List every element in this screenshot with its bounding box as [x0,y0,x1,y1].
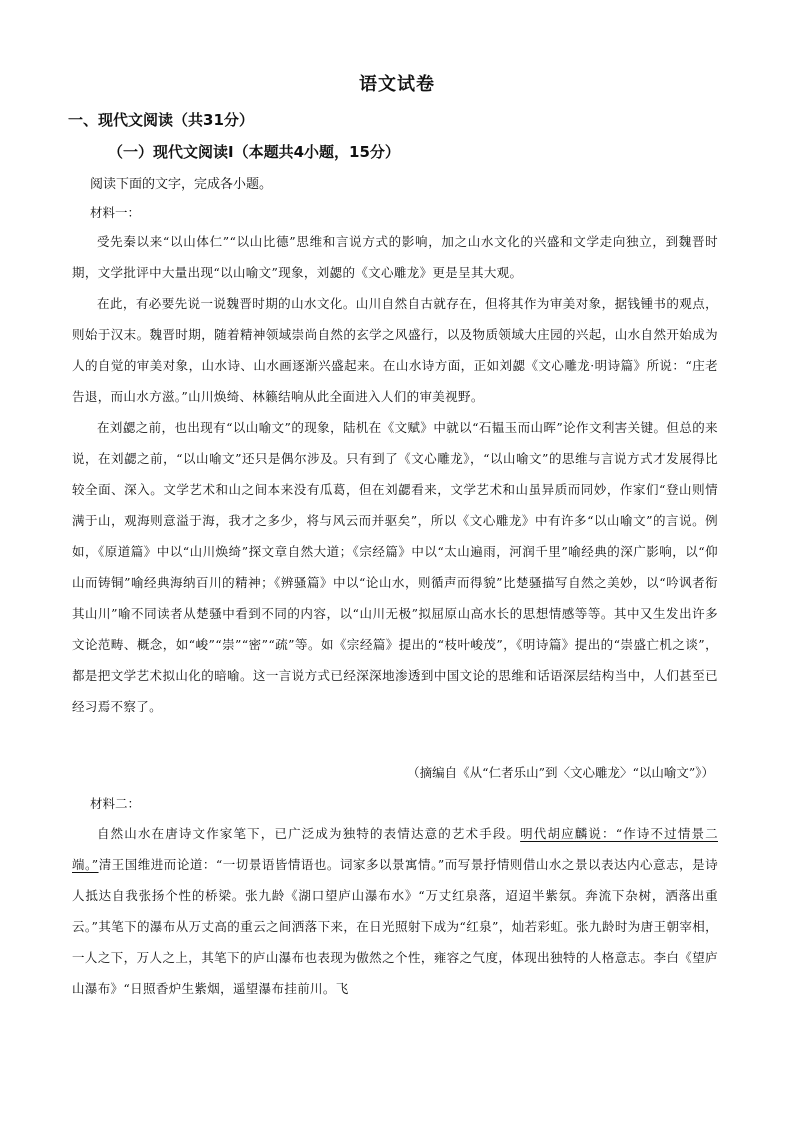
material-one-paragraph-1: 受先秦以来“以山体仁”“以山比德”思维和言说方式的影响，加之山水文化的兴盛和文学走向独立，到魏晋时期，文学批评中大量出现“以山喻文”现象，刘勰的《文心雕龙》更是呈其大观。 [72,234,718,280]
section-heading: 一、现代文阅读（共31分） [68,111,254,129]
underlined-quote: 明代胡应麟说：“作诗不过情景二端。” [72,826,718,872]
material-one-source: （摘编自《从“仁者乐山”到〈文心雕龙〉“以山喻文”》） [407,765,714,780]
material-one-paragraph-3: 在刘勰之前，也出现有“以山喻文”的现象，陆机在《文赋》中就以“石韫玉而山晖”论作文利害关键。但总的来说，在刘勰之前，“以山喻文”还只是偶尔涉及。只有到了《文心雕龙》，“以山喻文”的思维与言说方式才发展得比较全面、深入。文学艺术和山之间本来没有瓜葛，但在刘勰看来，文学艺术和山虽异质而同妙，作家们“登山则情满于山，观海则意溢于海，我才之多少，将与风云而并驱矣”，所以《文心雕龙》中有许多“以山喻文”的言说。例如，《原道篇》中以“山川焕绮”探文章自然大道；《宗经篇》中以“太山遍雨，河润千里”喻经典的深广影响，以“仰山而铸铜”喻经典海纳百川的精神；《辨骚篇》中以“论山水，则循声而得貌”比楚骚描写自然之美妙，以“吟讽者衔其山川”喻不同读者从楚骚中看到不同的内容，以“山川无极”拟屈原山高水长的思想情感等等。其中又生发出许多文论范畴、概念，如“峻”“崇”“密”“疏”等。如《宗经篇》提出的“枝叶峻茂”，《明诗篇》提出的“崇盛亡机之谈”，都是把文学艺术拟山化的暗喻。这一言说方式已经深深地渗透到中国文论的思维和话语深层结构当中，人们甚至已经习焉不察了。 [72,420,718,714]
material-two-label: 材料二： [90,796,141,811]
material-two-paragraph [72,818,718,1004]
instruction-text: 阅读下面的文字，完成各小题。 [90,177,273,192]
material-one-paragraph-2: 在此，有必要先说一说魏晋时期的山水文化。山川自然自古就存在，但将其作为审美对象，据钱锺书的观点，则始于汉末。魏晋时期，随着精神领域崇尚自然的玄学之风盛行，以及物质领域大庄园的兴起，山水自然开始成为人的自觉的审美对象，山水诗、山水画逐渐兴盛起来。在山水诗方面，正如刘勰《文心雕龙·明诗篇》所说：“庄老告退，而山水方滋。”山川焕绮、林籁结响从此全面进入人们的审美视野。 [72,296,718,404]
page-title: 语文试卷 [359,74,435,95]
material-two-text-rest: 清王国维进而论道：“一切景语皆情语也。词家多以景寓情。”而写景抒情则借山水之景以表达内心意志，是诗人抵达自我张扬个性的桥梁。张九龄《湖口望庐山瀑布水》“万丈红泉落，迢迢半紫氛。奔流下杂树，洒落出重云。”其笔下的瀑布从万丈高的重云之间洒落下来，在日光照射下成为“红泉”，灿若彩虹。张九龄时为唐王朝宰相，一人之下，万人之上，其笔下的庐山瀑布也表现为傲然之个性，雍容之气度，体现出独特的人格意志。李白《望庐山瀑布》“日照香炉生紫烟，遥望瀑布挂前川。飞 [72,857,718,996]
subsection-heading: （一）现代文阅读Ⅰ（本题共4小题，15分） [108,143,400,161]
material-two-text-start: 自然山水在唐诗文作家笔下，已广泛成为独特的表情达意的艺术手段。 [97,826,521,841]
material-one-label: 材料一： [90,205,141,220]
